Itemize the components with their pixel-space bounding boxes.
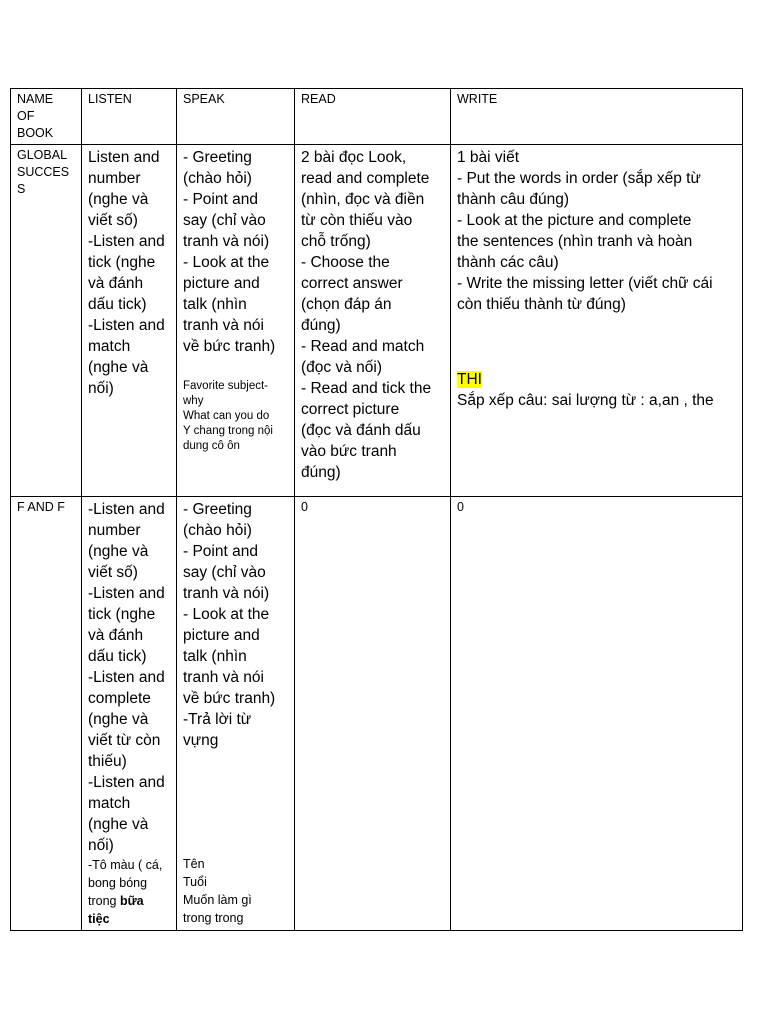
speak-notes-global-success: Favorite subject- why What can you do Y chang trong nội dung cô ôn — [183, 380, 273, 452]
speak-notes-f-and-f: Tên Tuổi Muốn làm gì trong trong — [183, 857, 252, 925]
book-name-global-success: GLOBAL SUCCES S — [11, 145, 82, 497]
listen-cell-global-success: Listen and number (nghe và viết số) -Listen and tick (nghe và đánh dấu tick) -Listen and match (nghe và nối) — [82, 145, 177, 497]
header-listen: LISTEN — [82, 89, 177, 145]
exam-content-table — [10, 88, 743, 931]
write-cell-f-and-f: 0 — [451, 497, 743, 931]
thi-highlight: THI — [457, 371, 482, 388]
row-f-and-f — [11, 497, 743, 931]
header-write: WRITE — [451, 89, 743, 145]
write-cell-global-success: 1 bài viết - Put the words in order (sắp xếp từ thành câu đúng) - Look at the picture and complete the sentences (nhìn tranh và hoàn thành các câu) - Write the missing letter (viết chữ cái còn thiếu thành từ đúng) THI Sắp xếp câu: sai lượng từ : a,an , the — [451, 145, 743, 497]
row-global-success — [11, 145, 743, 497]
header-read: READ — [295, 89, 451, 145]
read-cell-f-and-f: 0 — [295, 497, 451, 931]
read-cell-global-success: 2 bài đọc Look, read and complete (nhìn, đọc và điền từ còn thiếu vào chỗ trống) - Choose the correct answer (chọn đáp án đúng) - Read and match (đọc và nối) - Read and tick the correct picture (đọc và đánh dấu vào bức tranh đúng) — [295, 145, 451, 497]
book-name-f-and-f: F AND F — [11, 497, 82, 931]
listen-cell-f-and-f: -Listen and number (nghe và viết số) -Listen and tick (nghe và đánh dấu tick) -Listen and complete (nghe và viết từ còn thiếu) -Listen and match (nghe và nối) -Tô màu ( cá, bong bóng trong bữa tiệc — [82, 497, 177, 931]
header-row — [11, 89, 743, 145]
listen-notes-f-and-f: -Tô màu ( cá, bong bóng trong bữa tiệc — [88, 858, 163, 926]
header-name-of-book: NAME OF BOOK — [11, 89, 82, 145]
header-speak: SPEAK — [177, 89, 295, 145]
write-note-global-success: Sắp xếp câu: sai lượng từ : a,an , the — [457, 392, 714, 409]
speak-cell-f-and-f: - Greeting (chào hỏi) - Point and say (chỉ vào tranh và nói) - Look at the picture and talk (nhìn tranh và nói về bức tranh) -Trả lời từ vựng Tên Tuổi Muốn làm gì trong trong — [177, 497, 295, 931]
speak-cell-global-success: - Greeting (chào hỏi) - Point and say (chỉ vào tranh và nói) - Look at the picture and talk (nhìn tranh và nói về bức tranh) Favorite subject- why What can you do Y chang trong nội dung cô ôn — [177, 145, 295, 497]
